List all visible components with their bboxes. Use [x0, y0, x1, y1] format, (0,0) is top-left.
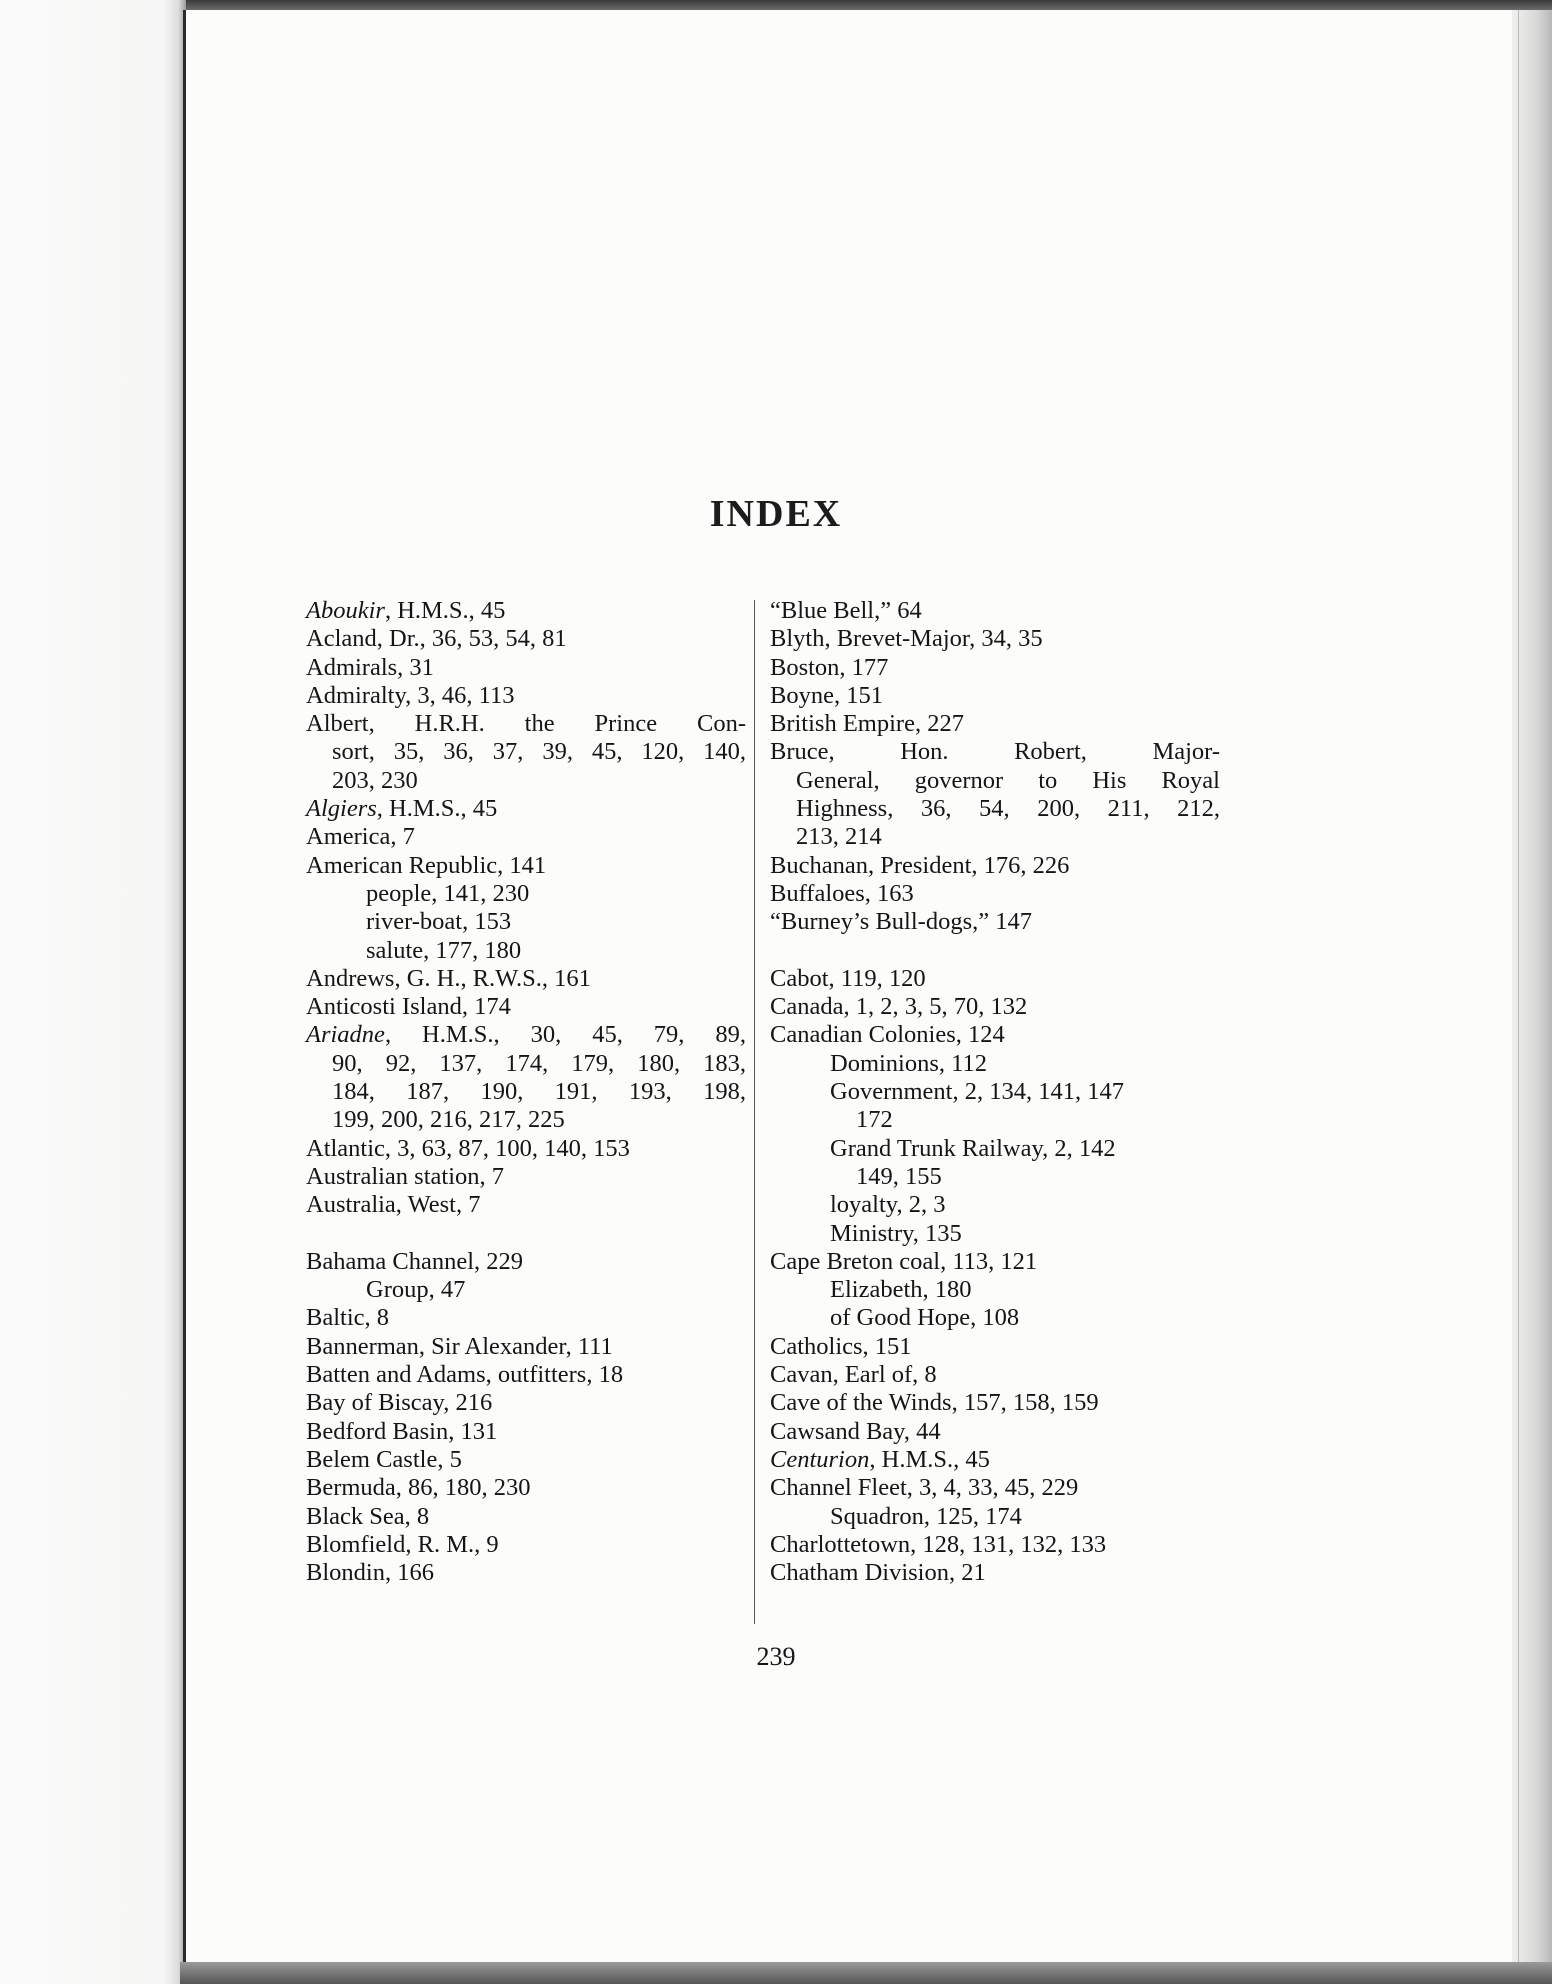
entry-text: Boyne, 151 — [770, 681, 883, 709]
entry-text: Blyth, Brevet-Major, 34, 35 — [770, 625, 1043, 653]
entry-text: Channel Fleet, 3, 4, 33, 45, 229 — [770, 1474, 1079, 1502]
index-entry — [306, 1474, 746, 1502]
index-entry — [306, 625, 746, 653]
entry-text: Admiralty, 3, 46, 113 — [306, 681, 515, 709]
index-entry — [770, 1106, 1220, 1134]
index-entry — [306, 1361, 746, 1389]
index-entry — [306, 1078, 746, 1106]
index-entry — [306, 654, 746, 682]
letter-group-gap — [306, 1220, 746, 1248]
entry-text: river-boat, 153 — [366, 908, 512, 936]
index-entry — [770, 710, 1220, 738]
entry-text: Blomfield, R. M., 9 — [306, 1530, 499, 1558]
index-entry — [770, 1333, 1220, 1361]
entry-text: Anticosti Island, 174 — [306, 993, 511, 1021]
index-entry — [770, 823, 1220, 851]
index-entry — [770, 880, 1220, 908]
entry-text: Australia, West, 7 — [306, 1191, 481, 1219]
entry-text: Cabot, 119, 120 — [770, 964, 926, 992]
index-entry — [306, 852, 746, 880]
entry-references: , H.M.S., 45 — [376, 795, 498, 823]
entry-text: Belem Castle, 5 — [306, 1445, 462, 1473]
entry-text: British Empire, 227 — [770, 710, 964, 738]
index-entry — [306, 1531, 746, 1559]
index-entry — [770, 1304, 1220, 1332]
index-entry — [770, 625, 1220, 653]
index-entry — [770, 1531, 1220, 1559]
entry-text: Government, 2, 134, 141, 147 — [830, 1078, 1124, 1106]
ship-name: Centurion — [770, 1445, 870, 1473]
index-entry — [306, 908, 746, 936]
index-entry — [306, 1389, 746, 1417]
entry-text: Bannerman, Sir Alexander, 111 — [306, 1332, 613, 1360]
index-entry — [770, 1389, 1220, 1417]
index-entry — [306, 1559, 746, 1587]
book-spine — [0, 0, 186, 1984]
index-entry — [306, 823, 746, 851]
entry-text: Baltic, 8 — [306, 1304, 390, 1332]
index-entry — [306, 880, 746, 908]
index-entry — [770, 1361, 1220, 1389]
ship-name: Algiers — [306, 795, 377, 823]
entry-text: Buchanan, President, 176, 226 — [770, 851, 1070, 879]
index-entry — [770, 1220, 1220, 1248]
entry-text: Chatham Division, 21 — [770, 1559, 986, 1587]
index-entry — [306, 710, 746, 738]
entry-text: Boston, 177 — [770, 653, 889, 681]
entry-text: General, governor to His Royal — [796, 766, 1220, 794]
index-entry — [306, 682, 746, 710]
entry-text: “Burney’s Bull-dogs,” 147 — [770, 908, 1032, 936]
index-entry — [770, 1446, 1220, 1474]
page-title: INDEX — [709, 493, 843, 535]
entry-text: Buffaloes, 163 — [770, 879, 914, 907]
entry-text: Cawsand Bay, 44 — [770, 1417, 941, 1445]
index-entry — [306, 1021, 746, 1049]
entry-text: Admirals, 31 — [306, 653, 434, 681]
index-entry — [770, 1021, 1220, 1049]
entry-text: 172 — [856, 1106, 893, 1134]
index-entry — [306, 965, 746, 993]
index-entry — [770, 654, 1220, 682]
entry-text: Atlantic, 3, 63, 87, 100, 140, 153 — [306, 1134, 630, 1162]
entry-text: Canada, 1, 2, 3, 5, 70, 132 — [770, 993, 1028, 1021]
index-column-left — [306, 597, 746, 1587]
index-entry — [306, 597, 746, 625]
index-entry — [770, 1248, 1220, 1276]
entry-text: Catholics, 151 — [770, 1332, 912, 1360]
ship-name: Ariadne — [306, 1021, 385, 1049]
index-entry — [770, 795, 1220, 823]
entry-text: Ministry, 135 — [830, 1219, 962, 1247]
index-entry — [306, 1248, 746, 1276]
entry-text: Bahama Channel, 229 — [306, 1247, 524, 1275]
entry-text: 199, 200, 216, 217, 225 — [332, 1106, 565, 1134]
entry-text: Acland, Dr., 36, 53, 54, 81 — [306, 625, 567, 653]
entry-references: , H.M.S., 45 — [869, 1445, 990, 1473]
entry-text: of Good Hope, 108 — [830, 1304, 1020, 1332]
entry-text: “Blue Bell,” 64 — [770, 597, 922, 624]
index-entry — [306, 1135, 746, 1163]
entry-references: , H.M.S., 45 — [384, 597, 506, 624]
scan-bottom-edge — [180, 1962, 1552, 1984]
entry-text: Cave of the Winds, 157, 158, 159 — [770, 1389, 1099, 1417]
entry-text: salute, 177, 180 — [366, 936, 522, 964]
index-entry — [770, 1191, 1220, 1219]
index-entry — [770, 1418, 1220, 1446]
index-entry — [770, 965, 1220, 993]
index-entry — [306, 738, 746, 766]
entry-text: Highness, 36, 54, 200, 211, 212, — [796, 795, 1220, 823]
entry-text: Bedford Basin, 131 — [306, 1417, 498, 1445]
entry-text: 149, 155 — [856, 1162, 942, 1190]
index-column-right — [770, 597, 1220, 1587]
index-entry — [770, 908, 1220, 936]
entry-text: Batten and Adams, outfitters, 18 — [306, 1361, 624, 1389]
entry-text: Bruce, Hon. Robert, Major- — [770, 738, 1220, 766]
index-entry — [306, 993, 746, 1021]
entry-text: Canadian Colonies, 124 — [770, 1021, 1005, 1049]
index-entry — [770, 1276, 1220, 1304]
entry-text: Charlottetown, 128, 131, 132, 133 — [770, 1530, 1107, 1558]
entry-text: Cavan, Earl of, 8 — [770, 1361, 937, 1389]
entry-text: Albert, H.R.H. the Prince Con- — [306, 710, 746, 738]
index-entry — [306, 1050, 746, 1078]
index-entry — [770, 852, 1220, 880]
entry-text: Group, 47 — [366, 1276, 466, 1304]
index-entry — [306, 937, 746, 965]
entry-text: Black Sea, 8 — [306, 1502, 430, 1530]
entry-text: America, 7 — [306, 823, 415, 851]
entry-text: Elizabeth, 180 — [830, 1276, 972, 1304]
index-entry — [770, 1503, 1220, 1531]
index-entry — [306, 795, 746, 823]
entry-references: , H.M.S., 30, 45, 79, 89, — [384, 1021, 746, 1049]
entry-text: 203, 230 — [332, 766, 418, 794]
index-entry — [770, 1050, 1220, 1078]
entry-text: 213, 214 — [796, 823, 882, 851]
index-entry — [306, 1503, 746, 1531]
index-entry — [770, 993, 1220, 1021]
entry-text: Bermuda, 86, 180, 230 — [306, 1474, 531, 1502]
ship-name: Aboukir — [306, 597, 385, 624]
index-entry — [770, 1474, 1220, 1502]
entry-text: Australian station, 7 — [306, 1162, 505, 1190]
scan-top-edge — [0, 0, 1552, 10]
index-entry — [306, 1191, 746, 1219]
index-entry — [770, 597, 1220, 625]
index-entry — [306, 1163, 746, 1191]
letter-group-gap — [770, 937, 1220, 965]
entry-text: Squadron, 125, 174 — [830, 1502, 1022, 1530]
entry-text: Andrews, G. H., R.W.S., 161 — [306, 964, 591, 992]
index-entry — [306, 1276, 746, 1304]
entry-text: people, 141, 230 — [366, 879, 530, 907]
entry-text: sort, 35, 36, 37, 39, 45, 120, 140, — [332, 738, 746, 766]
index-entry — [770, 1559, 1220, 1587]
index-entry — [306, 1304, 746, 1332]
entry-text: Grand Trunk Railway, 2, 142 — [830, 1134, 1116, 1162]
index-entry — [306, 1106, 746, 1134]
entry-text: Bay of Biscay, 216 — [306, 1389, 493, 1417]
index-entry — [770, 1135, 1220, 1163]
entry-text: Cape Breton coal, 113, 121 — [770, 1247, 1038, 1275]
page-number: 239 — [756, 1642, 796, 1671]
column-divider — [754, 600, 755, 1624]
index-entry — [770, 767, 1220, 795]
index-entry — [770, 738, 1220, 766]
index-entry — [770, 682, 1220, 710]
entry-text: Dominions, 112 — [830, 1049, 987, 1077]
index-entry — [770, 1163, 1220, 1191]
entry-text: 90, 92, 137, 174, 179, 180, 183, — [332, 1049, 746, 1077]
index-entry — [306, 1446, 746, 1474]
index-entry — [770, 1078, 1220, 1106]
entry-text: Blondin, 166 — [306, 1559, 434, 1587]
index-entry — [306, 1418, 746, 1446]
index-entry — [306, 1333, 746, 1361]
index-entry — [306, 767, 746, 795]
entry-text: loyalty, 2, 3 — [830, 1191, 946, 1219]
entry-text: American Republic, 141 — [306, 851, 547, 879]
entry-text: 184, 187, 190, 191, 193, 198, — [332, 1078, 746, 1106]
